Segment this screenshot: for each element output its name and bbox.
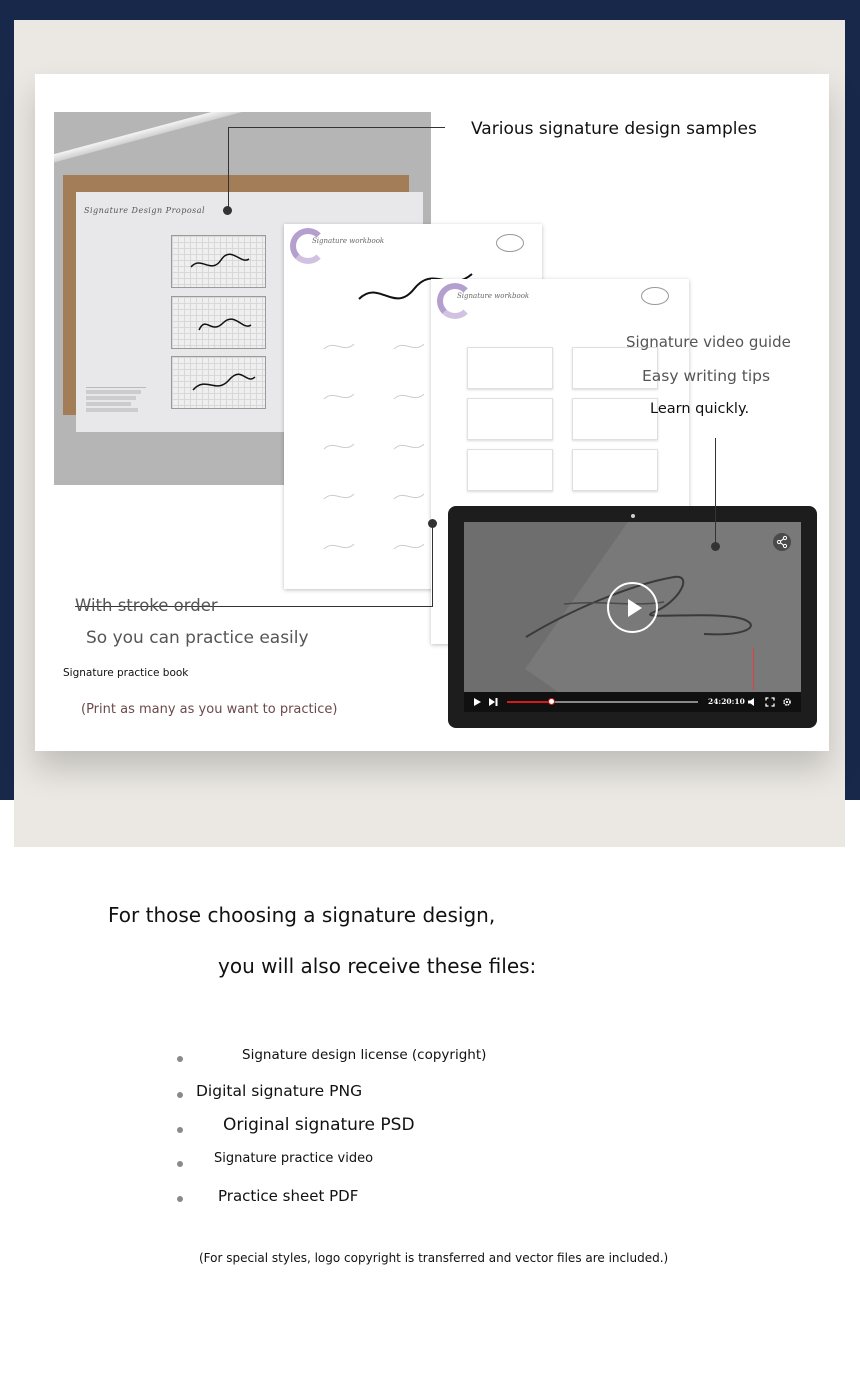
share-button[interactable] [773, 533, 791, 551]
practice-card [467, 449, 553, 491]
signature-scribbles [171, 235, 266, 410]
video-progress-handle[interactable] [548, 698, 555, 705]
callout-samples: Various signature design samples [471, 119, 757, 139]
video-leader-dot [711, 542, 720, 551]
settings-gear-icon[interactable] [782, 697, 792, 707]
files-heading-line2: you will also receive these files: [218, 954, 537, 978]
practice-card [572, 449, 658, 491]
samples-leader-line [228, 127, 229, 211]
practice-card [572, 398, 658, 440]
workbook-title: Signature workbook [312, 237, 385, 245]
bullet-icon [177, 1092, 183, 1098]
fullscreen-icon[interactable] [765, 697, 775, 707]
volume-icon[interactable] [747, 697, 757, 707]
proposal-title: Signature Design Proposal [84, 206, 206, 215]
share-icon [773, 533, 791, 551]
file-item: Digital signature PNG [196, 1082, 363, 1100]
file-item: Practice sheet PDF [218, 1187, 359, 1205]
tablet-camera [631, 514, 635, 518]
bullet-icon [177, 1127, 183, 1133]
bullet-icon [177, 1161, 183, 1167]
callout-print-note: (Print as many as you want to practice) [81, 702, 338, 717]
practice-card [467, 398, 553, 440]
next-control-button[interactable] [488, 697, 499, 708]
samples-leader-line [228, 127, 445, 128]
callout-stroke-order: With stroke order [75, 596, 218, 615]
play-icon [609, 584, 656, 631]
stroke-leader-dot [428, 519, 437, 528]
recording-marker [753, 648, 754, 690]
callout-video-guide: Signature video guide [626, 333, 791, 351]
callout-learn-quickly: Learn quickly. [650, 401, 750, 417]
video-progress-fill [507, 701, 551, 703]
workbook-title: Signature workbook [457, 292, 530, 300]
files-footnote: (For special styles, logo copyright is transferred and vector files are included.) [199, 1251, 669, 1265]
proposal-details [86, 382, 166, 412]
practice-card [467, 347, 553, 389]
samples-leader-dot [223, 206, 232, 215]
callout-practice-book: Signature practice book [63, 667, 189, 679]
handmade-logo-icon [496, 234, 524, 252]
stroke-leader-line [432, 523, 433, 607]
file-item: Original signature PSD [223, 1115, 415, 1135]
pencil [54, 112, 248, 165]
brand-swirl-icon [437, 283, 473, 319]
file-item: Signature design license (copyright) [242, 1047, 487, 1063]
bullet-icon [177, 1056, 183, 1062]
bullet-icon [177, 1196, 183, 1202]
play-video-button[interactable] [607, 582, 658, 633]
callout-writing-tips: Easy writing tips [642, 367, 771, 385]
files-heading-line1: For those choosing a signature design, [108, 903, 496, 927]
play-control-button[interactable] [472, 697, 483, 708]
file-item: Signature practice video [214, 1151, 374, 1166]
handmade-logo-icon [641, 287, 669, 305]
callout-practice-easily: So you can practice easily [86, 628, 309, 648]
video-leader-line [715, 438, 716, 546]
video-timestamp: 24:20:10 [708, 697, 745, 706]
